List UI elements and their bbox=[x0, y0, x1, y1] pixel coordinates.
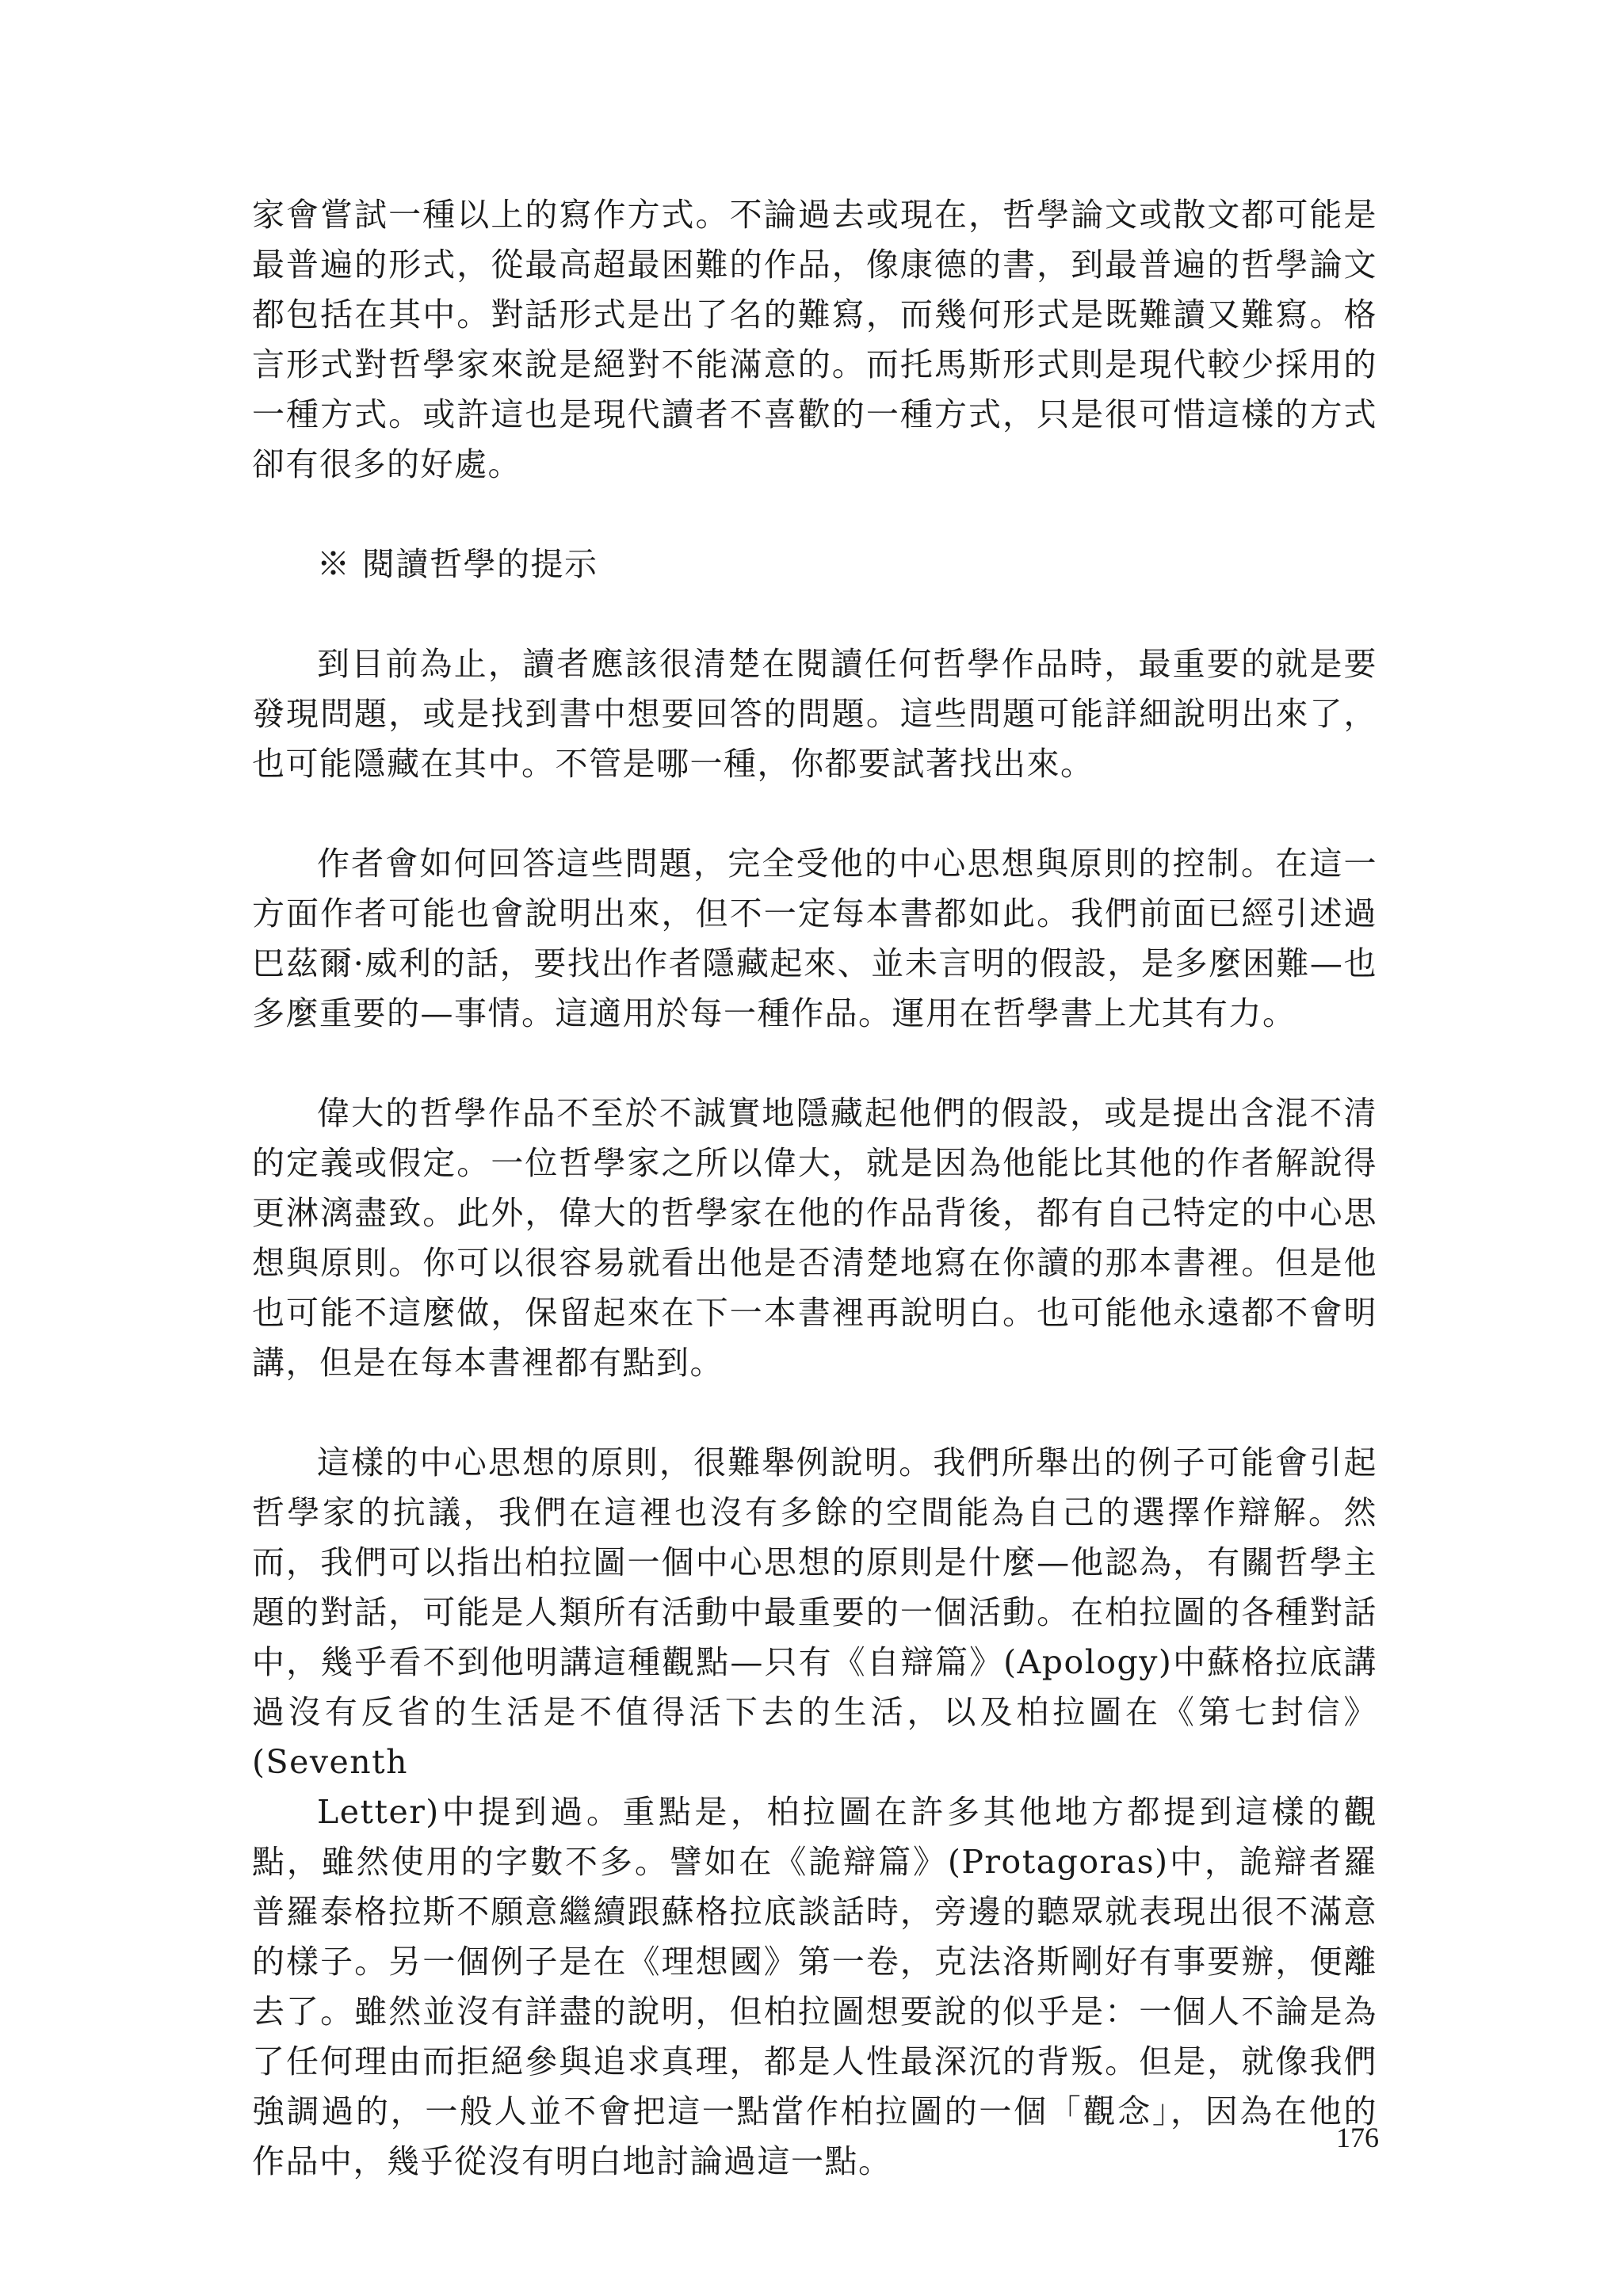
paragraph-plato-continued: Letter)中提到過。重點是，柏拉圖在許多其他地方都提到這樣的觀點，雖然使用的字數不多。譬如在《詭辯篇》(Protagoras)中，詭辯者羅普羅泰格拉斯不願意繼續跟蘇格拉底談話時，旁邊的聽眾就表現出很不滿意的樣子。另一個例子是在《理想國》第一卷，克法洛斯剛好有事要辦，便離去了。雖然並沒有詳盡的說明，但柏拉圖想要說的似乎是：一個人不論是為了任何理由而拒絕參與追求真理，都是人性最深沉的背叛。但是，就像我們強調過的，一般人並不會把這一點當作柏拉圖的一個「觀念」，因為在他的作品中，幾乎從沒有明白地討論過這一點。 bbox=[252, 1793, 1377, 2180]
paragraph-great-philosophers: 偉大的哲學作品不至於不誠實地隱藏起他們的假設，或是提出含混不清的定義或假定。一位哲學家之所以偉大，就是因為他能比其他的作者解說得更淋漓盡致。此外，偉大的哲學家在他的作品背後，都有自己特定的中心思想與原則。你可以很容易就看出他是否清楚地寫在你讀的那本書裡。但是他也可能不這麼做，保留起來在下一本書裡再說明白。也可能他永遠都不會明講，但是在每本書裡都有點到。 bbox=[252, 1094, 1377, 1382]
page-number: 176 bbox=[1336, 2122, 1379, 2153]
body-text bbox=[252, 190, 1377, 2237]
section-heading-reading-philosophy-tips: ※ 閱讀哲學的提示 bbox=[317, 545, 598, 583]
paragraph-find-questions: 到目前為止，讀者應該很清楚在閱讀任何哲學作品時，最重要的就是要發現問題，或是找到書中想要回答的問題。這些問題可能詳細說明出來了，也可能隱藏在其中。不管是哪一種，你都要試著找出來。 bbox=[252, 645, 1377, 783]
paragraph-writing-forms: 家會嘗試一種以上的寫作方式。不論過去或現在，哲學論文或散文都可能是最普遍的形式，從最高超最困難的作品，像康德的書，到最普遍的哲學論文都包括在其中。對話形式是出了名的難寫，而幾何形式是既難讀又難寫。格言形式對哲學家來說是絕對不能滿意的。而托馬斯形式則是現代較少採用的一種方式。或許這也是現代讀者不喜歡的一種方式，只是很可惜這樣的方式卻有很多的好處。 bbox=[252, 196, 1377, 483]
paragraph-central-principles: 作者會如何回答這些問題，完全受他的中心思想與原則的控制。在這一方面作者可能也會說明出來，但不一定每本書都如此。我們前面已經引述過巴茲爾·威利的話，要找出作者隱藏起來、並未言明的假設，是多麼困難—也多麼重要的—事情。這適用於每一種作品。運用在哲學書上尤其有力。 bbox=[252, 845, 1377, 1032]
paragraph-plato-example: 這樣的中心思想的原則，很難舉例說明。我們所舉出的例子可能會引起哲學家的抗議，我們在這裡也沒有多餘的空間能為自己的選擇作辯解。然而，我們可以指出柏拉圖一個中心思想的原則是什麼—他認為，有關哲學主題的對話，可能是人類所有活動中最重要的一個活動。在柏拉圖的各種對話中，幾乎看不到他明講這種觀點—只有《自辯篇》(Apology)中蘇格拉底講過沒有反省的生活是不值得活下去的生活，以及柏拉圖在《第七封信》(Seventh bbox=[252, 1444, 1377, 1781]
